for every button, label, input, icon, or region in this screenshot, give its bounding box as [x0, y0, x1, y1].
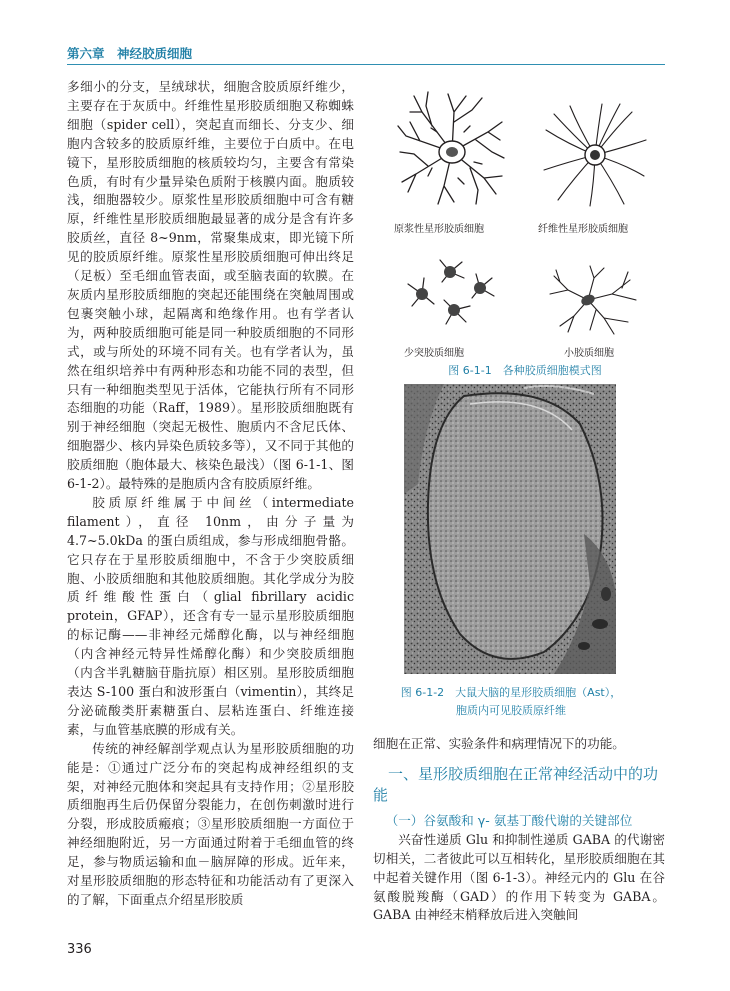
- fibrous-astrocyte-drawing: [540, 100, 650, 210]
- continuation-text: 细胞在正常、实验条件和病理情况下的功能。: [373, 736, 625, 751]
- label-microglia: 小胶质细胞: [564, 348, 614, 359]
- electron-micrograph: [404, 384, 616, 674]
- label-fibrous: 纤维性星形胶质细胞: [538, 224, 628, 235]
- paragraph-right: 兴奋性递质 Glu 和抑制性递质 GABA 的代谢密切相关，二者彼此可以互相转化，星形胶质细胞在其中起着关键作用（图 6-1-3）。神经元内的 Glu 在谷氨酸脱羧酶（GAD）的作用下转变为 GABA。GABA 由神经末梢释放后进入突触间: [373, 831, 665, 923]
- label-protoplasmic: 原浆性星形胶质细胞: [394, 224, 484, 235]
- subsection-heading: （一）谷氨酸和 γ- 氨基丁酸代谢的关键部位: [385, 812, 633, 828]
- paragraph-2: 胶质原纤维属于中间丝（intermediate filament），直径 10nm，由分子量为 4.7~5.0kDa 的蛋白质组成，参与形成细胞骨骼。它只存在于星形胶质细胞中，不含于少突胶质细胞、小胶质细胞和其他胶质细胞。其化学成分为胶质纤维酸性蛋白（glial fibrillary acidic protein，GFAP），还含有专一显示星形胶质细胞的标记酶——非神经元烯醇化酶，以与神经细胞（内含神经元特异性烯醇化酶）和少突胶质细胞（内含半乳糖脑苷脂抗原）相区别。星形胶质细胞表达 S-100 蛋白和波形蛋白（vimentin），其终足分泌硫酸类肝素糖蛋白、层粘连蛋白、纤维连接素，与血管基底膜的形成有关。: [67, 494, 354, 737]
- section-heading: 一、星形胶质细胞在正常神经活动中的功能: [373, 764, 659, 804]
- oligodendrocyte-drawing: [400, 254, 500, 334]
- figure-6-1-1-caption: 图 6-1-1 各种胶质细胞模式图: [448, 364, 602, 377]
- label-oligodendrocyte: 少突胶质细胞: [404, 348, 464, 359]
- figure-6-1-2-caption-line1: 图 6-1-2 大鼠大脑的星形胶质细胞（Ast），: [400, 686, 622, 699]
- micrograph-image: [404, 384, 616, 674]
- figure-6-1-2-caption-line2: 胞质内可见胶质原纤维: [456, 704, 566, 717]
- paragraph-1: 多细小的分支，呈绒球状，细胞含胶质原纤维少，主要存在于灰质中。纤维性星形胶质细胞又称蜘蛛细胞（spider cell），突起直而细长、分支少、细胞内含较多的胶质原纤维，主要位于白质中。在电镜下，星形胶质细胞的核质较均匀，主要含有常染色质，有时有少量异染色质附于核膜内面。胞质较浅，细胞器较少。原浆性星形胶质细胞中可含有糖原，纤维性星形胶质细胞最显著的成分是含有许多胶质丝，直径 8~9nm，常聚集成束，即光镜下所见的胶质原纤维。原浆性星形胶质细胞可伸出终足（足板）至毛细血管表面，或至脑表面的软膜。在灰质内星形胶质细胞的突起还能围绕在突触周围或包裹突触小球，起隔离和绝缘作用。也有学者认为，两种胶质细胞可能是同一种胶质细胞的不同形式，或与所处的环境不同有关。也有学者认为，虽然在组织培养中有两种形态和功能不同的表型，但只有一种细胞类型见于活体，它能执行所有不同形态细胞的功能（Raff，1989）。星形胶质细胞既有别于神经细胞（突起无极性、胞质内不含尼氏体、细胞器少、核内异染色质较多等），又不同于其他的胶质细胞（胞体最大、核染色最浅）（图 6-1-1、图 6-1-2）。最特殊的是胞质内含有胶质原纤维。: [67, 79, 354, 492]
- microglia-drawing: [538, 260, 648, 340]
- chapter-title: 第六章 神经胶质细胞: [67, 46, 193, 61]
- left-column: [67, 78, 354, 910]
- running-header: [67, 40, 665, 65]
- right-column: [373, 735, 665, 925]
- page-number: 336: [67, 942, 92, 957]
- paragraph-3: 传统的神经解剖学观点认为星形胶质细胞的功能是：①通过广泛分布的突起构成神经组织的支架，对神经元胞体和突起具有支持作用；②星形胶质细胞再生后仍保留分裂能力，在创伤刺激时进行分裂，形成胶质瘢痕；③星形胶质细胞一方面位于神经细胞附近，另一方面通过附着于毛细血管的终足，参与物质运输和血－脑屏障的形成。近年来，对星形胶质细胞的形态特征和功能活动有了更深入的了解，下面重点介绍星形胶质: [67, 740, 354, 907]
- figure-6-1-1: [388, 78, 662, 377]
- protoplasmic-astrocyte-drawing: [392, 82, 512, 212]
